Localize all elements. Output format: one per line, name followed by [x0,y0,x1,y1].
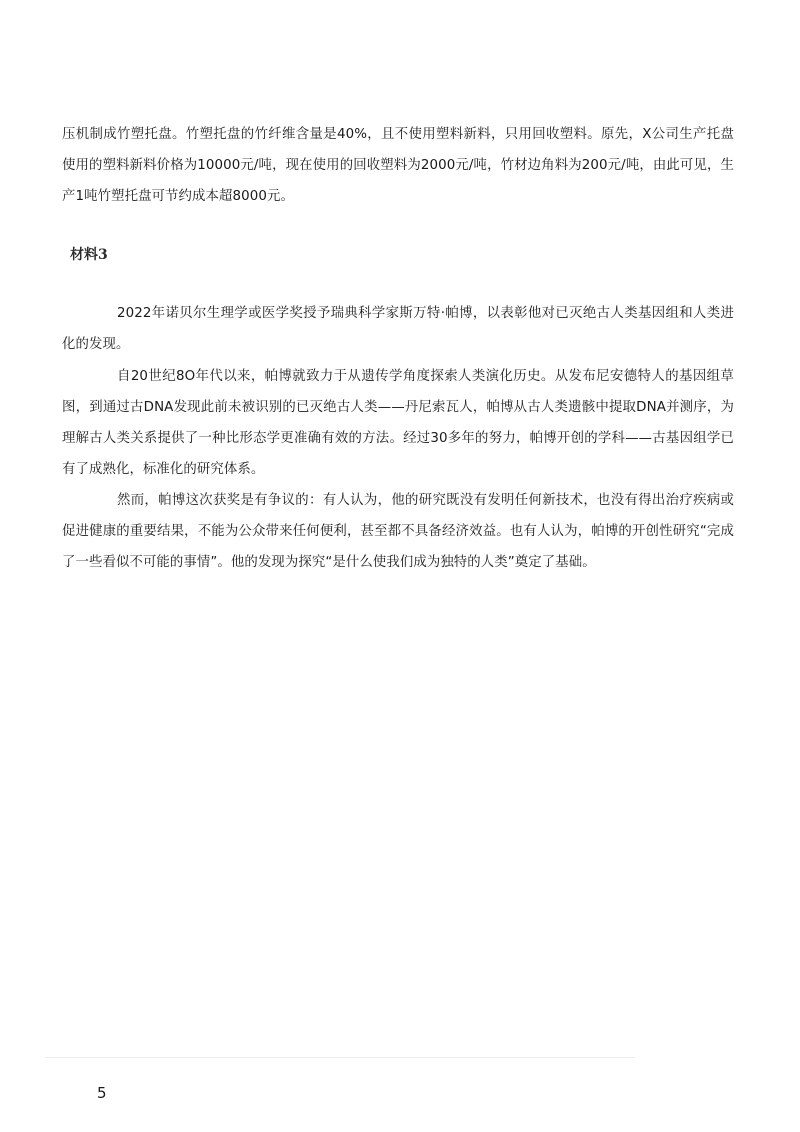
paragraph-nobel-award: 2022年诺贝尔生理学或医学奖授予瑞典科学家斯万特·帕博，以表彰他对已灭绝古人类基因组和人类进化的发现。 [62,306,734,352]
paragraph-controversy: 然而，帕博这次获奖是有争议的：有人认为，他的研究既没有发明任何新技术，也没有得出治疗疾病或促进健康的重要结果，不能为公众带来任何便利，甚至都不具备经济效益。也有人认为，帕博的开创性研究“完成了一些看似不可能的事情”。他的发现为探究“是什么使我们成为独特的人类”奠定了基础。 [62,493,734,570]
page-number: 5 [97,1084,107,1102]
footer-divider [45,1057,635,1058]
paragraph-material-2-end: 压机制成竹塑托盘。竹塑托盘的竹纤维含量是40%，且不使用塑料新料，只用回收塑料。原先，X公司生产托盘使用的塑料新料价格为10000元/吨，现在使用的回收塑料为2000元/吨，竹材边角料为200元/吨，由此可见，生产1吨竹塑托盘可节约成本超8000元。 [62,127,734,204]
paragraph-paabo-research: 自20世纪8O年代以来，帕博就致力于从遗传学角度探索人类演化历史。从发布尼安德特人的基因组草图，到通过古DNA发现此前未被识别的已灭绝古人类——丹尼索瓦人，帕博从古人类遗骸中提取DNA并测序，为理解古人类关系提供了一种比形态学更准确有效的方法。经过30多年的努力，帕博开创的学科——古基因组学已有了成熟化，标准化的研究体系。 [62,369,734,477]
section-heading-material-3: 材料3 [70,247,108,263]
